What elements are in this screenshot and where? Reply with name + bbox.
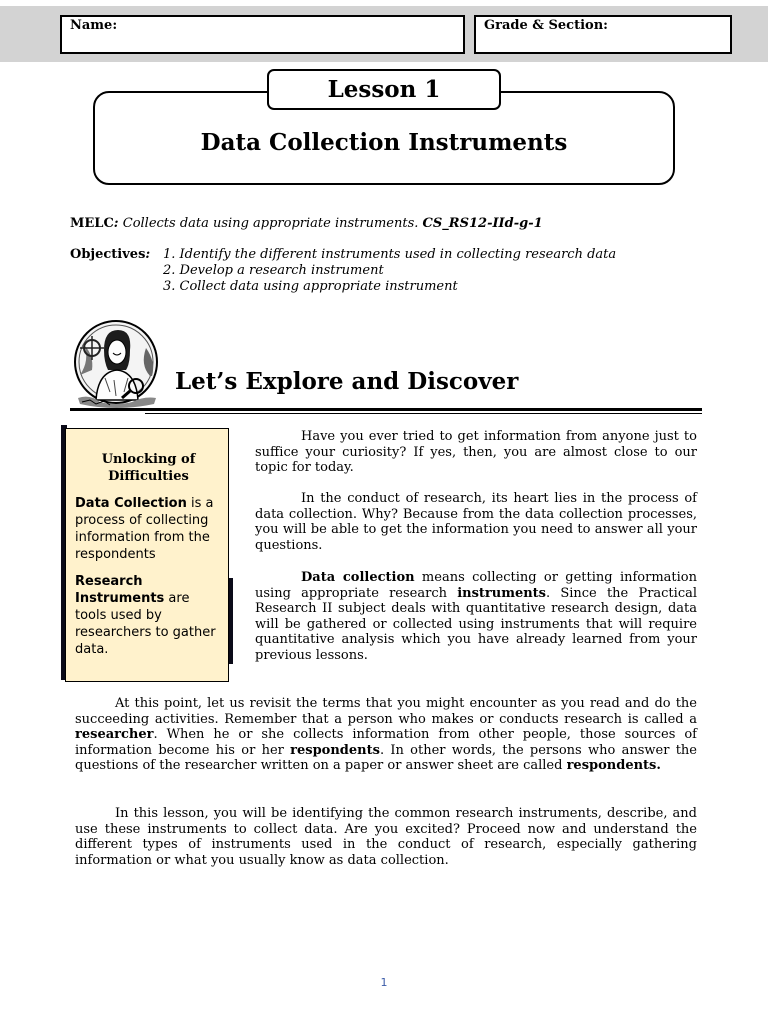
- term: Research Instruments: [75, 574, 165, 606]
- melc-label: MELC: [70, 216, 114, 231]
- melc-line: [70, 216, 543, 231]
- definition: are tools used by researchers to gather data.: [75, 591, 216, 657]
- grade-section-label: Grade & Section:: [484, 18, 608, 33]
- definition-research-instruments: [75, 573, 222, 658]
- page-number: 1: [380, 976, 388, 989]
- melc-colon: :: [113, 216, 119, 231]
- objectives-colon: :: [145, 247, 151, 262]
- definition-data-collection: [75, 495, 222, 563]
- body-paragraph: In this lesson, you will be identifying the common research instruments, describe, and use these instruments to collect data. Are you excited? Proceed now and understand the different types of instruments used in the conduct of research, especially gathering information or what you usually know as data collection.: [75, 806, 697, 868]
- objectives-label: Objectives: [70, 247, 146, 262]
- body-paragraph: Data collection means collecting or getting information using appropriate research instruments. Since the Practical Research II subject deals with quantitative research design, data will be gathered or collected using instruments that will require quantitative analysis which you have already learned from your previous lessons.: [255, 570, 698, 663]
- definition: is a process of collecting information from the respondents: [75, 496, 214, 562]
- section-heading: Let’s Explore and Discover: [175, 368, 519, 395]
- body-paragraph: Have you ever tried to get information from anyone just to suffice your curiosity? If yes, then, you are almost close to our topic for today.: [255, 429, 697, 476]
- unlocking-difficulties-title: Unlocking of Difficulties: [101, 452, 196, 484]
- melc-code: CS_RS12-IId-g-1: [422, 216, 543, 231]
- section-rule: [70, 408, 702, 411]
- section-rule-thin: [145, 413, 702, 414]
- melc-text: Collects data using appropriate instruments.: [118, 216, 423, 231]
- name-field[interactable]: [60, 15, 465, 54]
- body-paragraph: In the conduct of research, its heart lies in the process of data collection. Why? Because from the data collection processes, you will be able to get the information you need to answer all your questions.: [255, 491, 697, 553]
- lesson-number: Lesson 1: [267, 69, 501, 110]
- lesson-title: Data Collection Instruments: [200, 129, 568, 156]
- name-label: Name:: [70, 18, 118, 33]
- objective-item: 1. Identify the different instruments used in collecting research data: [163, 247, 617, 262]
- body-paragraph: At this point, let us revisit the terms that you might encounter as you read and do the succeeding activities. Remember that a person who makes or conducts research is called a researcher. When he or she collects information from other people, those sources of information become his or her respondents. In other words, the persons who answer the questions of the researcher written on a paper or answer sheet are called respondents.: [75, 696, 697, 774]
- grade-section-field[interactable]: [474, 15, 732, 54]
- woman-with-magnifying-glass-icon: [70, 320, 162, 408]
- unlocking-difficulties-box: [65, 428, 229, 682]
- objective-item: 3. Collect data using appropriate instrument: [163, 279, 458, 294]
- objective-item: 2. Develop a research instrument: [163, 263, 384, 278]
- objectives-label-line: [70, 247, 150, 262]
- term: Data Collection: [75, 496, 187, 511]
